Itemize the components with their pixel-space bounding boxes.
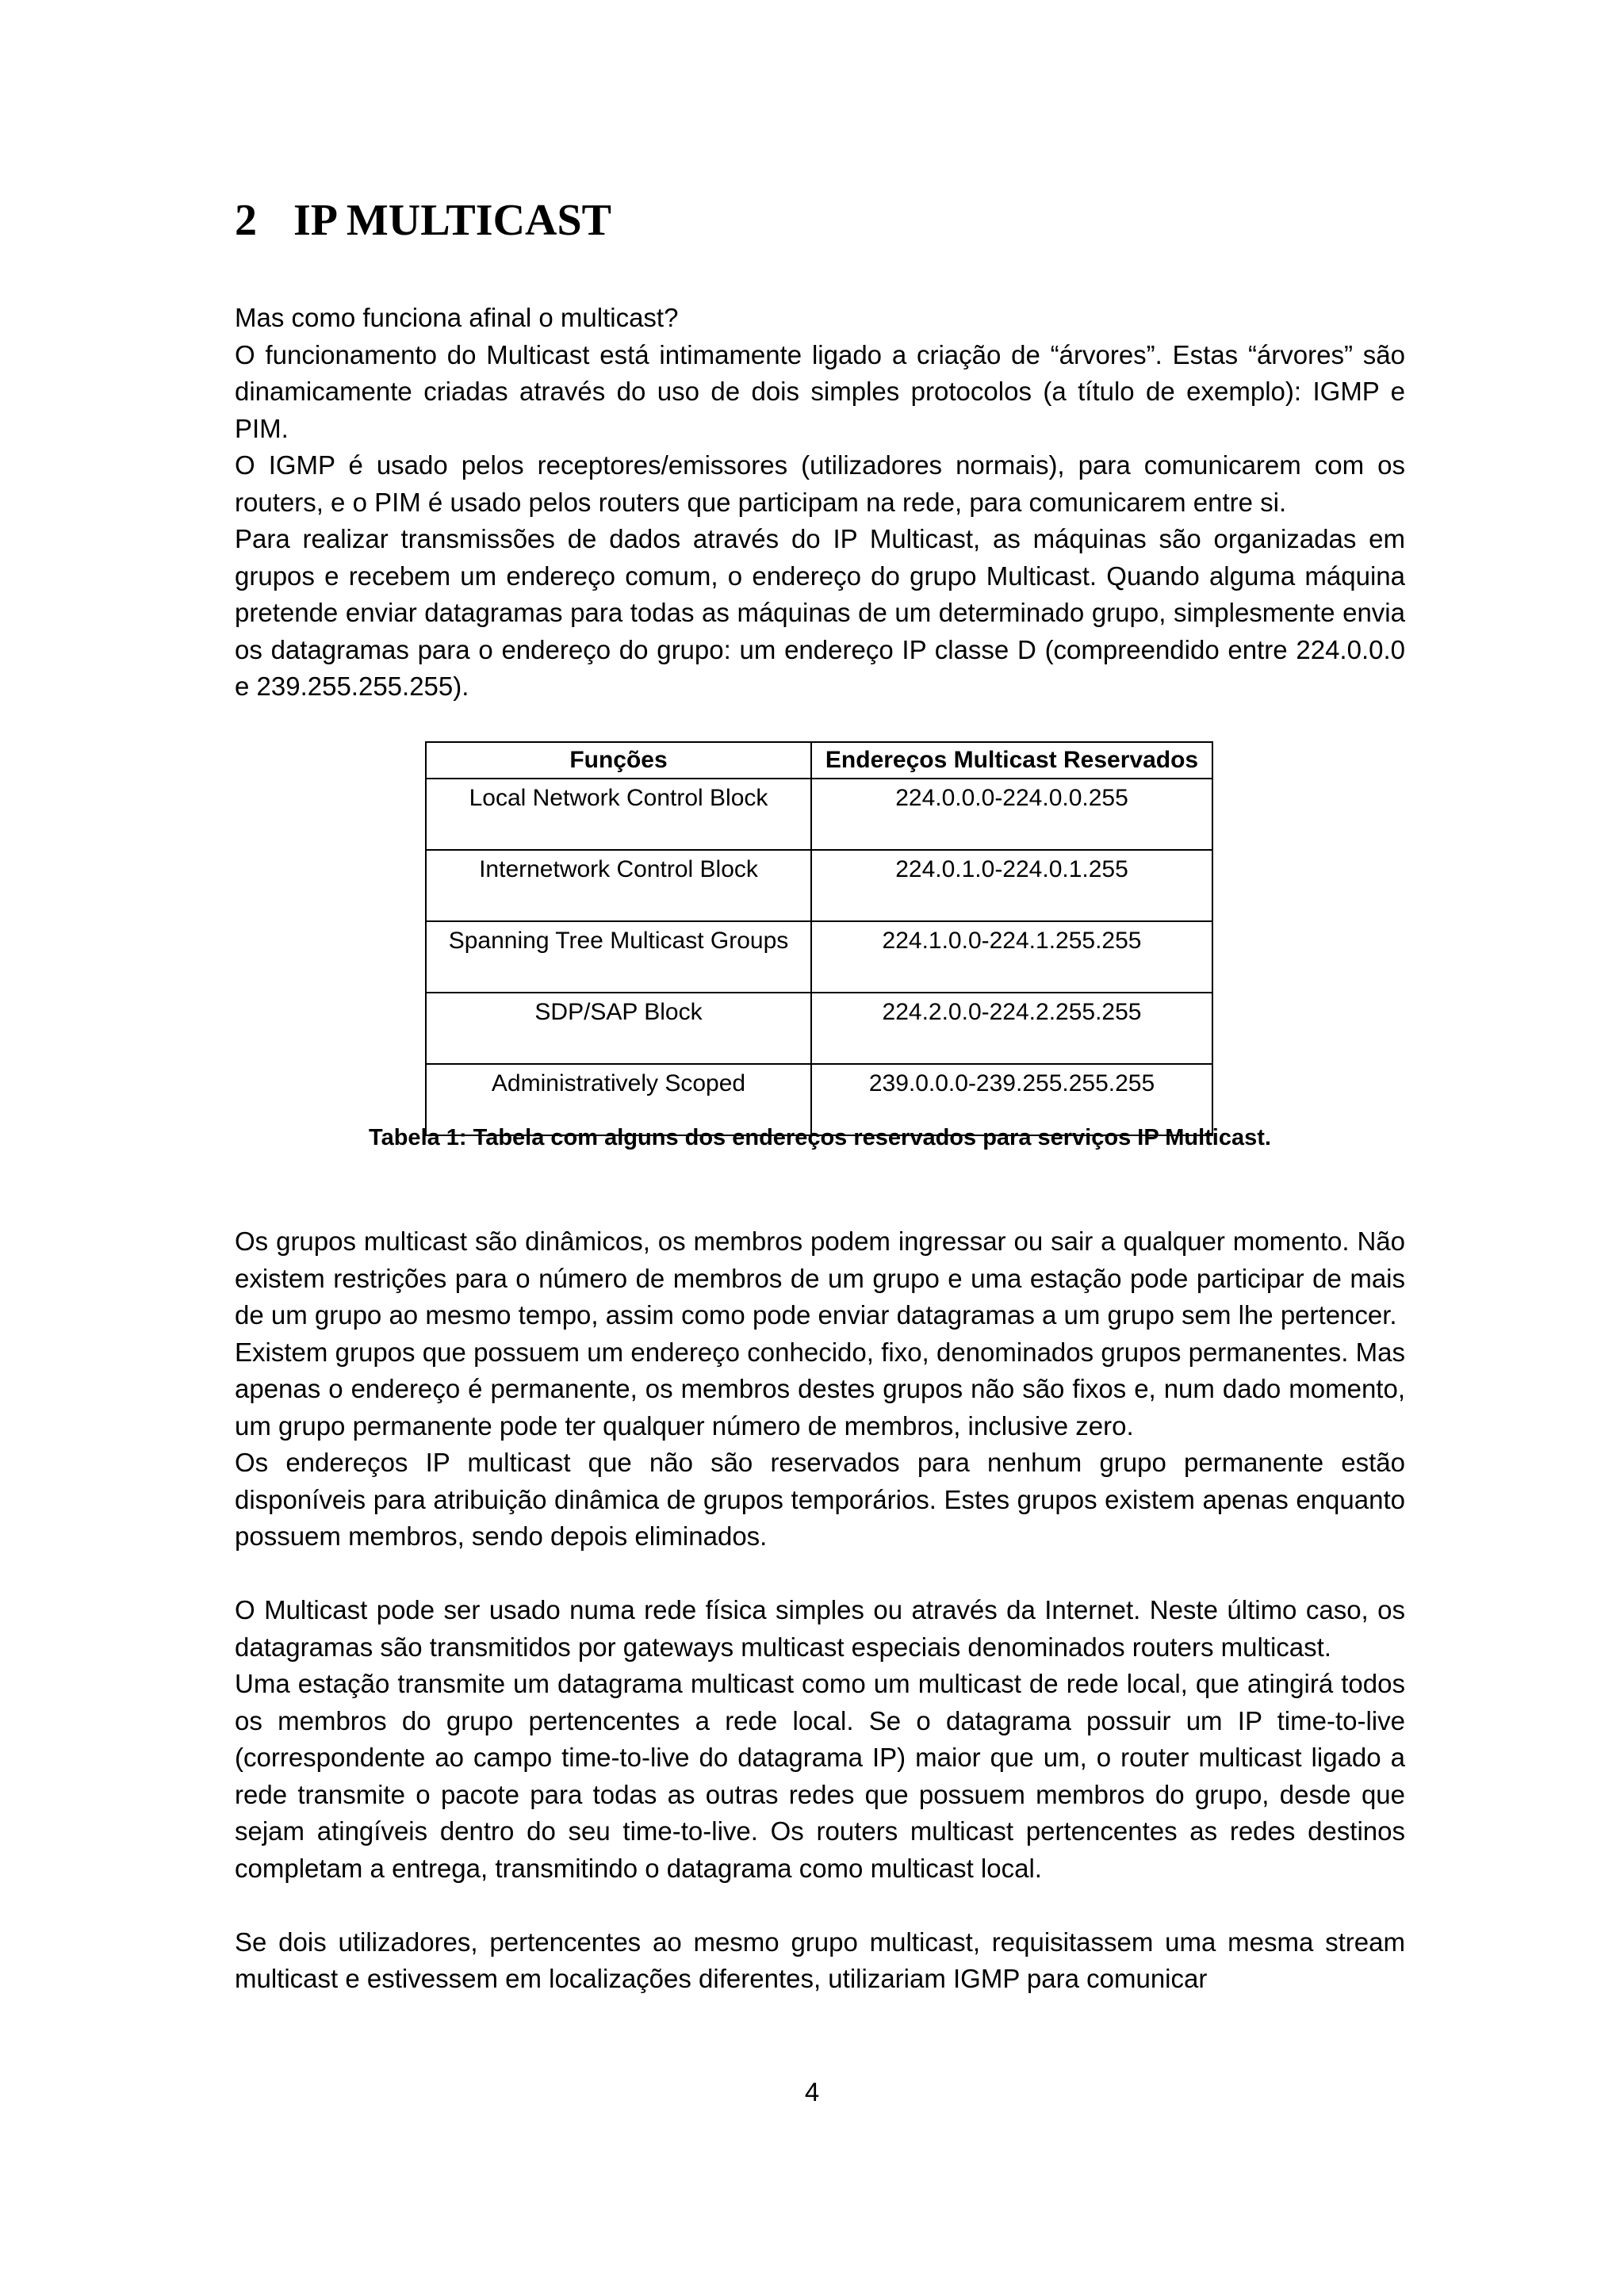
table-caption: Tabela 1: Tabela com alguns dos endereços reservados para serviços IP Multicast. bbox=[369, 1125, 1271, 1150]
section-heading bbox=[235, 192, 611, 249]
paragraph: Uma estação transmite um datagrama multicast como um multicast de rede local, que atingirá todos os membros do grupo pertencentes a rede local. Se o datagrama possuir um IP time-to-live (correspondente ao campo time-to-live do datagrama IP) maior que um, o router multicast ligado a rede transmite o pacote para todas as outras redes que possuem membros do grupo, desde que sejam atingíveis dentro do seu time-to-live. Os routers multicast pertencentes as redes destinos completam a entrega, transmitindo o datagrama como multicast local. bbox=[235, 1669, 1405, 1883]
table-header-row bbox=[426, 742, 1212, 779]
table-cell-function: Administratively Scoped bbox=[426, 1064, 811, 1135]
paragraph: Os grupos multicast são dinâmicos, os membros podem ingressar ou sair a qualquer momento. Não existem restrições para o número de membros de um grupo e uma estação pode participar de mais de um grupo ao mesmo tempo, assim como pode enviar datagramas a um grupo sem lhe pertencer. bbox=[235, 1226, 1405, 1330]
table-cell-range: 224.0.1.0-224.0.1.255 bbox=[811, 850, 1212, 921]
paragraph: Para realizar transmissões de dados através do IP Multicast, as máquinas são organizadas em grupos e recebem um endereço comum, o endereço do grupo Multicast. Quando alguma máquina pretende enviar datagramas para todas as máquinas de um determinado grupo, simplesmente envia os datagramas para o endereço do grupo: um endereço IP classe D (compreendido entre 224.0.0.0 e 239.255.255.255). bbox=[235, 524, 1405, 701]
paragraph: O funcionamento do Multicast está intimamente ligado a criação de “árvores”. Estas “árvores” são dinamicamente criadas através do uso de dois simples protocolos (a título de exemplo): IGMP e PIM. bbox=[235, 339, 1405, 443]
addresses-table-container bbox=[425, 741, 1212, 1136]
paragraph: Mas como funciona afinal o multicast? bbox=[235, 303, 679, 332]
table-cell-function: Internetwork Control Block bbox=[426, 850, 811, 921]
section-number: 2 bbox=[235, 196, 257, 245]
table-row bbox=[426, 850, 1212, 921]
table-row bbox=[426, 993, 1212, 1064]
table-cell-function: SDP/SAP Block bbox=[426, 993, 811, 1064]
table-cell-range: 239.0.0.0-239.255.255.255 bbox=[811, 1064, 1212, 1135]
reserved-addresses-table bbox=[425, 741, 1213, 1136]
section-title: IP MULTICAST bbox=[293, 196, 611, 245]
paragraph: O Multicast pode ser usado numa rede física simples ou através da Internet. Neste último caso, os datagramas são transmitidos por gateways multicast especiais denominados routers multicast. bbox=[235, 1595, 1405, 1662]
table-cell-range: 224.0.0.0-224.0.0.255 bbox=[811, 779, 1212, 850]
table-cell-function: Local Network Control Block bbox=[426, 779, 811, 850]
paragraph: O IGMP é usado pelos receptores/emissores (utilizadores normais), para comunicarem com os routers, e o PIM é usado pelos routers que participam na rede, para comunicarem entre si. bbox=[235, 450, 1405, 517]
body-text bbox=[235, 1223, 1405, 1998]
intro-text bbox=[235, 300, 1405, 706]
column-header-addresses: Endereços Multicast Reservados bbox=[811, 742, 1212, 779]
paragraph: Existem grupos que possuem um endereço conhecido, fixo, denominados grupos permanentes. Mas apenas o endereço é permanente, os membros destes grupos não são fixos e, num dado momento, um grupo permanente pode ter qualquer número de membros, inclusive zero. bbox=[235, 1337, 1405, 1441]
table-row bbox=[426, 921, 1212, 993]
table-cell-function: Spanning Tree Multicast Groups bbox=[426, 921, 811, 993]
table-row bbox=[426, 779, 1212, 850]
table-cell-range: 224.2.0.0-224.2.255.255 bbox=[811, 993, 1212, 1064]
page-number: 4 bbox=[804, 2077, 820, 2107]
table-cell-range: 224.1.0.0-224.1.255.255 bbox=[811, 921, 1212, 993]
paragraph: Se dois utilizadores, pertencentes ao mesmo grupo multicast, requisitassem uma mesma stream multicast e estivessem em localizações diferentes, utilizariam IGMP para comunicar bbox=[235, 1927, 1405, 1993]
column-header-functions: Funções bbox=[426, 742, 811, 779]
paragraph: Os endereços IP multicast que não são reservados para nenhum grupo permanente estão disponíveis para atribuição dinâmica de grupos temporários. Estes grupos existem apenas enquanto possuem membros, sendo depois eliminados. bbox=[235, 1448, 1405, 1551]
